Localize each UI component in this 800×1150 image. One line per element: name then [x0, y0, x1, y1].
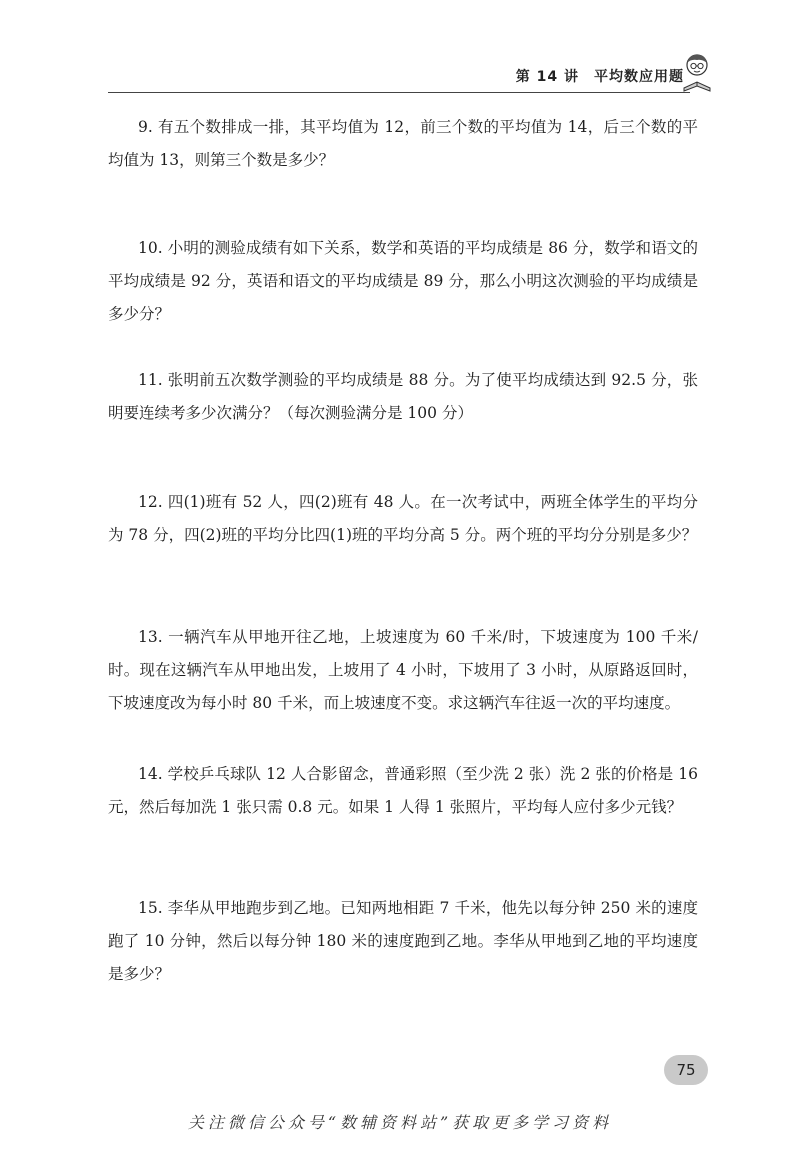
problem-9: 9. 有五个数排成一排，其平均值为 12，前三个数的平均值为 14，后三个数的平均值为 13，则第三个数是多少？ [108, 118, 698, 169]
chapter-title: 第 14 讲 平均数应用题 [515, 69, 684, 85]
reading-child-icon [680, 52, 714, 92]
problem-15: 15. 李华从甲地跑步到乙地。已知两地相距 7 千米，他先以每分钟 250 米的速度跑了 10 分钟，然后以每分钟 180 米的速度跑到乙地。李华从甲地到乙地的平均速度是多少？ [108, 899, 698, 983]
footer-note: 关注微信公众号“数辅资料站”获取更多学习资料 [187, 1113, 613, 1132]
problem-12: 12. 四(1)班有 52 人，四(2)班有 48 人。在一次考试中，两班全体学生的平均分为 78 分，四(2)班的平均分比四(1)班的平均分高 5 分。两个班的平均分分别是多少？ [108, 493, 698, 544]
problem-13: 13. 一辆汽车从甲地开往乙地，上坡速度为 60 千米/时，下坡速度为 100 千米/时。现在这辆汽车从甲地出发，上坡用了 4 小时，下坡用了 3 小时，从原路返回时，下坡速度改为每小时 80 千米，而上坡速度不变。求这辆汽车往返一次的平均速度。 [108, 628, 698, 712]
problem-10: 10. 小明的测验成绩有如下关系，数学和英语的平均成绩是 86 分，数学和语文的平均成绩是 92 分，英语和语文的平均成绩是 89 分，那么小明这次测验的平均成绩是多少分？ [108, 239, 698, 323]
header-divider [108, 92, 690, 93]
problem-11: 11. 张明前五次数学测验的平均成绩是 88 分。为了使平均成绩达到 92.5 分，张明要连续考多少次满分？（每次测验满分是 100 分） [108, 371, 698, 422]
page-number: 75 [664, 1055, 708, 1085]
problem-14: 14. 学校乒乓球队 12 人合影留念，普通彩照（至少洗 2 张）洗 2 张的价格是 16 元，然后每加洗 1 张只需 0.8 元。如果 1 人得 1 张照片，平均每人应付多少元钱？ [108, 765, 698, 816]
page-header [0, 58, 800, 98]
